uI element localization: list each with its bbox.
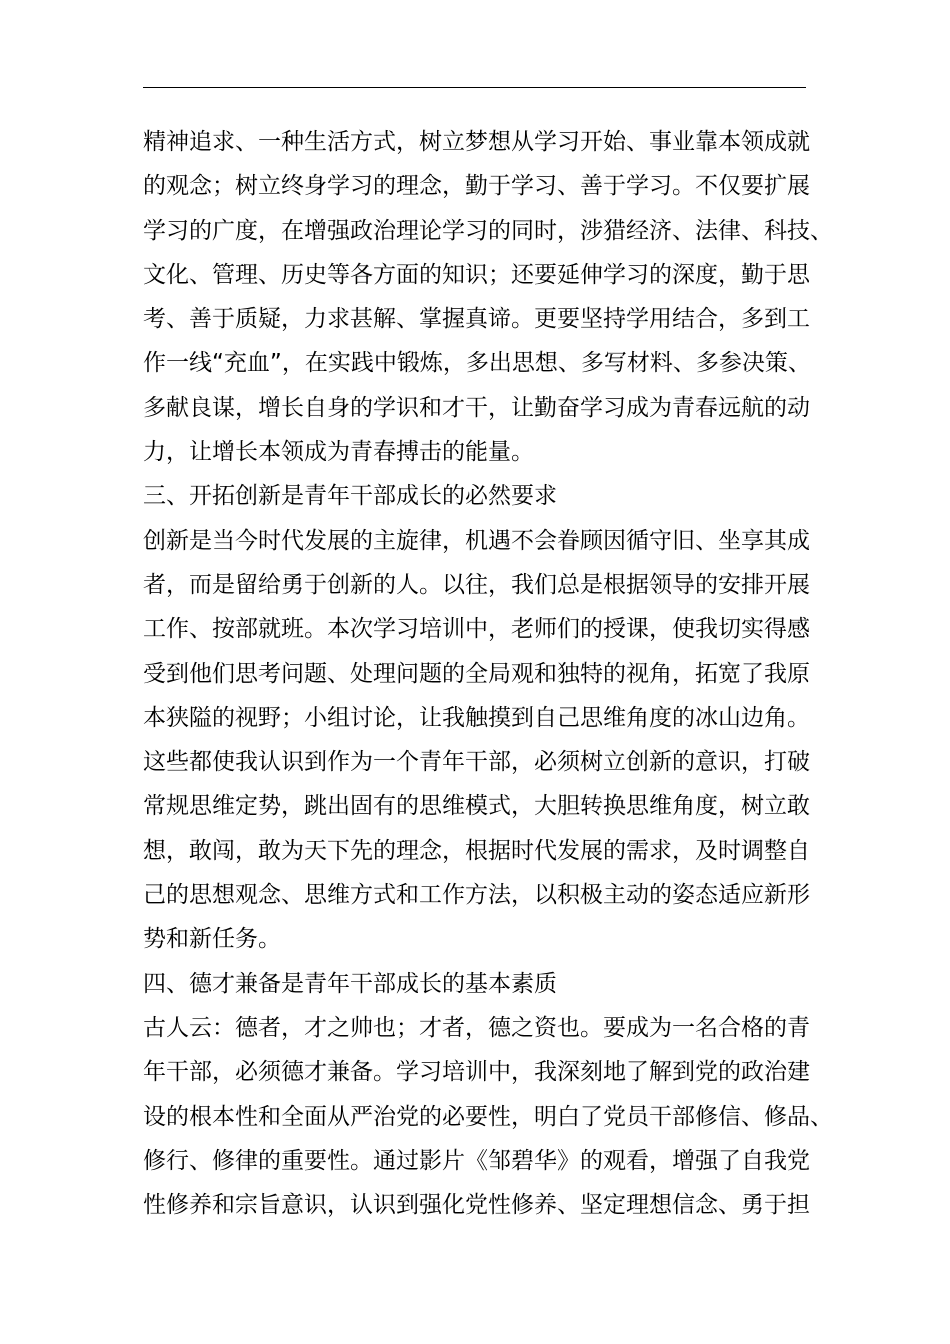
text-line: 这些都使我认识到作为一个青年干部，必须树立创新的意识，打破 xyxy=(143,749,810,776)
text-line: 文化、管理、历史等各方面的知识；还要延伸学习的深度，勤于思 xyxy=(143,261,810,288)
text-line: 设的根本性和全面从严治党的必要性，明白了党员干部修信、修品、 xyxy=(143,1103,833,1130)
text-line: 考、善于质疑，力求甚解、掌握真谛。更要坚持学用结合，多到工 xyxy=(143,306,810,333)
text-line: 力，让增长本领成为青春搏击的能量。 xyxy=(143,439,534,466)
text-line: 本狭隘的视野；小组讨论，让我触摸到自己思维角度的冰山边角。 xyxy=(143,704,810,731)
text-line: 者，而是留给勇于创新的人。以往，我们总是根据领导的安排开展 xyxy=(143,571,810,598)
section-heading: 四、德才兼备是青年干部成长的基本素质 xyxy=(143,970,557,997)
text-line: 古人云：德者，才之帅也；才者，德之资也。要成为一名合格的青 xyxy=(143,1014,810,1041)
text-line: 己的思想观念、思维方式和工作方法，以积极主动的姿态适应新形 xyxy=(143,882,810,909)
text-line: 创新是当今时代发展的主旋律，机遇不会眷顾因循守旧、坐享其成 xyxy=(143,527,810,554)
text-line: 学习的广度，在增强政治理论学习的同时，涉猎经济、法律、科技、 xyxy=(143,217,833,244)
text-line: 想，敢闯，敢为天下先的理念，根据时代发展的需求，及时调整自 xyxy=(143,837,810,864)
text-line: 的观念；树立终身学习的理念，勤于学习、善于学习。不仅要扩展 xyxy=(143,173,810,200)
text-line: 势和新任务。 xyxy=(143,926,281,953)
text-line: 受到他们思考问题、处理问题的全局观和独特的视角，拓宽了我原 xyxy=(143,660,810,687)
text-line: 工作、按部就班。本次学习培训中，老师们的授课，使我切实得感 xyxy=(143,616,810,643)
text-line: 年干部，必须德才兼备。学习培训中，我深刻地了解到党的政治建 xyxy=(143,1059,810,1086)
text-line: 修行、修律的重要性。通过影片《邹碧华》的观看，增强了自我党 xyxy=(143,1147,810,1174)
header-rule xyxy=(143,87,806,88)
section-heading: 三、开拓创新是青年干部成长的必然要求 xyxy=(143,483,557,510)
text-line: 多献良谋，增长自身的学识和才干，让勤奋学习成为青春远航的动 xyxy=(143,394,810,421)
text-line: 精神追求、一种生活方式，树立梦想从学习开始、事业靠本领成就 xyxy=(143,129,810,155)
document-body xyxy=(143,120,833,1227)
text-line: 常规思维定势，跳出固有的思维模式，大胆转换思维角度，树立敢 xyxy=(143,793,810,820)
text-line: 性修养和宗旨意识，认识到强化党性修养、坚定理想信念、勇于担 xyxy=(143,1192,810,1219)
text-line: 作一线“充血”，在实践中锻炼，多出思想、多写材料、多参决策、 xyxy=(143,350,811,377)
